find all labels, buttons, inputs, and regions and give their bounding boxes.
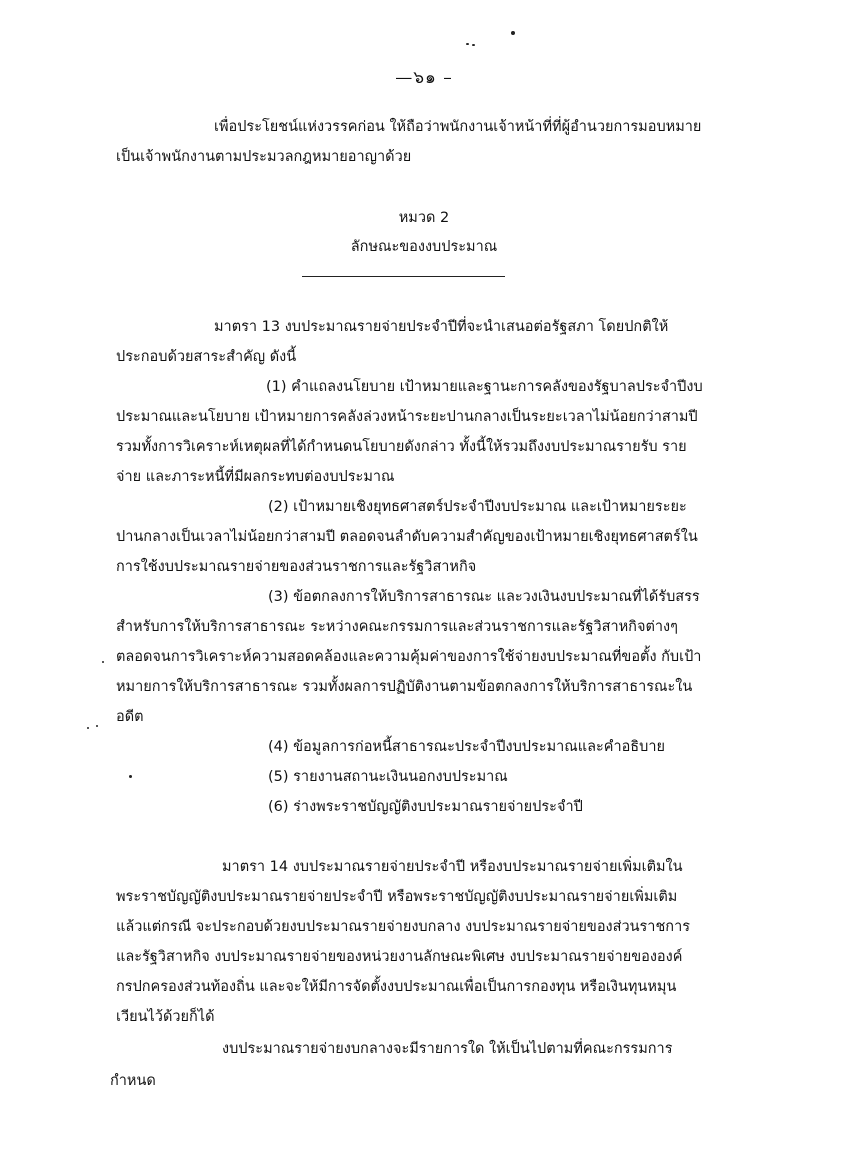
scan-speck xyxy=(511,31,515,35)
s14-line: เวียนไว้ด้วยก็ได้ xyxy=(116,1009,215,1025)
scan-speck xyxy=(472,44,475,46)
s13-line: (1) คำแถลงนโยบาย เป้าหมายและฐานะการคลังของรัฐบาลประจำปีงบ xyxy=(266,379,703,395)
s14-line: และรัฐวิสาหกิจ งบประมาณรายจ่ายของหน่วยงานลักษณะพิเศษ งบประมาณรายจ่ายขององค์ xyxy=(116,949,683,965)
s14-line: กรปกครองส่วนท้องถิ่น และจะให้มีการจัดตั้งงบประมาณเพื่อเป็นการกองทุน หรือเงินทุนหมุน xyxy=(116,979,677,995)
s13-line: หมายการให้บริการสาธารณะ รวมทั้งผลการปฏิบัติงานตามข้อตกลงการให้บริการสาธารณะใน xyxy=(116,679,693,695)
scan-speck xyxy=(102,661,104,663)
s13-line: ปานกลางเป็นเวลาไม่น้อยกว่าสามปี ตลอดจนลำดับความสำคัญของเป้าหมายเชิงยุทธศาสตร์ใน xyxy=(116,529,698,545)
s14-line: กำหนด xyxy=(110,1073,156,1089)
s14-line: งบประมาณรายจ่ายงบกลางจะมีรายการใด ให้เป็นไปตามที่คณะกรรมการ xyxy=(222,1041,673,1057)
s13-line: การใช้งบประมาณรายจ่ายของส่วนราชการและรัฐวิสาหกิจ xyxy=(116,559,477,575)
s14-line: พระราชบัญญัติงบประมาณรายจ่ายประจำปี หรือพระราชบัญญัติงบประมาณรายจ่ายเพิ่มเติม xyxy=(116,889,678,905)
scan-speck xyxy=(87,727,89,729)
s14-line: แล้วแต่กรณี จะประกอบด้วยงบประมาณรายจ่ายงบกลาง งบประมาณรายจ่ายของส่วนราชการ xyxy=(116,919,690,935)
s13-line: (6) ร่างพระราชบัญญัติงบประมาณรายจ่ายประจำปี xyxy=(268,799,583,815)
s13-line: (2) เป้าหมายเชิงยุทธศาสตร์ประจำปีงบประมาณ และเป้าหมายระยะ xyxy=(268,499,687,515)
chapter-number: หมวด 2 xyxy=(398,210,450,226)
s13-line: ประมาณและนโยบาย เป้าหมายการคลังล่วงหน้าระยะปานกลางเป็นระยะเวลาไม่น้อยกว่าสามปี xyxy=(116,409,698,425)
s13-line: สำหรับการให้บริการสาธารณะ ระหว่างคณะกรรมการและส่วนราชการและรัฐวิสาหกิจต่างๆ xyxy=(116,619,678,635)
s13-line: รวมทั้งการวิเคราะห์เหตุผลที่ได้กำหนดนโยบายดังกล่าว ทั้งนี้ให้รวมถึงงบประมาณรายรับ ราย xyxy=(116,439,687,455)
page-number: —๖๑ – xyxy=(395,68,453,88)
s13-line: (3) ข้อตกลงการให้บริการสาธารณะ และวงเงินงบประมาณที่ได้รับสรร xyxy=(268,589,700,605)
intro-line-2: เป็นเจ้าพนักงานตามประมวลกฎหมายอาญาด้วย xyxy=(116,149,412,165)
s13-line: (4) ข้อมูลการก่อหนี้สาธารณะประจำปีงบประมาณและคำอธิบาย xyxy=(268,739,665,755)
s13-line: ประกอบด้วยสาระสำคัญ ดังนี้ xyxy=(116,349,297,365)
chapter-title: ลักษณะของงบประมาณ xyxy=(350,239,498,255)
s14-line: มาตรา 14 งบประมาณรายจ่ายประจำปี หรืองบประมาณรายจ่ายเพิ่มเติมใน xyxy=(222,859,683,875)
scan-speck xyxy=(96,725,98,727)
s13-line: จ่าย และภาระหนี้ที่มีผลกระทบต่องบประมาณ xyxy=(116,469,395,485)
chapter-divider xyxy=(302,276,505,277)
s13-line: อดีต xyxy=(116,709,144,725)
s13-line: ตลอดจนการวิเคราะห์ความสอดคล้องและความคุ้มค่าของการใช้จ่ายงบประมาณที่ขอตั้ง กับเป้า xyxy=(116,649,702,665)
scan-speck xyxy=(466,43,469,45)
scan-speck xyxy=(129,775,132,778)
intro-line-1: เพื่อประโยชน์แห่งวรรคก่อน ให้ถือว่าพนักงานเจ้าหน้าที่ที่ผู้อำนวยการมอบหมาย xyxy=(214,119,702,135)
s13-line: (5) รายงานสถานะเงินนอกงบประมาณ xyxy=(268,769,508,785)
s13-line: มาตรา 13 งบประมาณรายจ่ายประจำปีที่จะนำเสนอต่อรัฐสภา โดยปกติให้ xyxy=(214,319,669,335)
